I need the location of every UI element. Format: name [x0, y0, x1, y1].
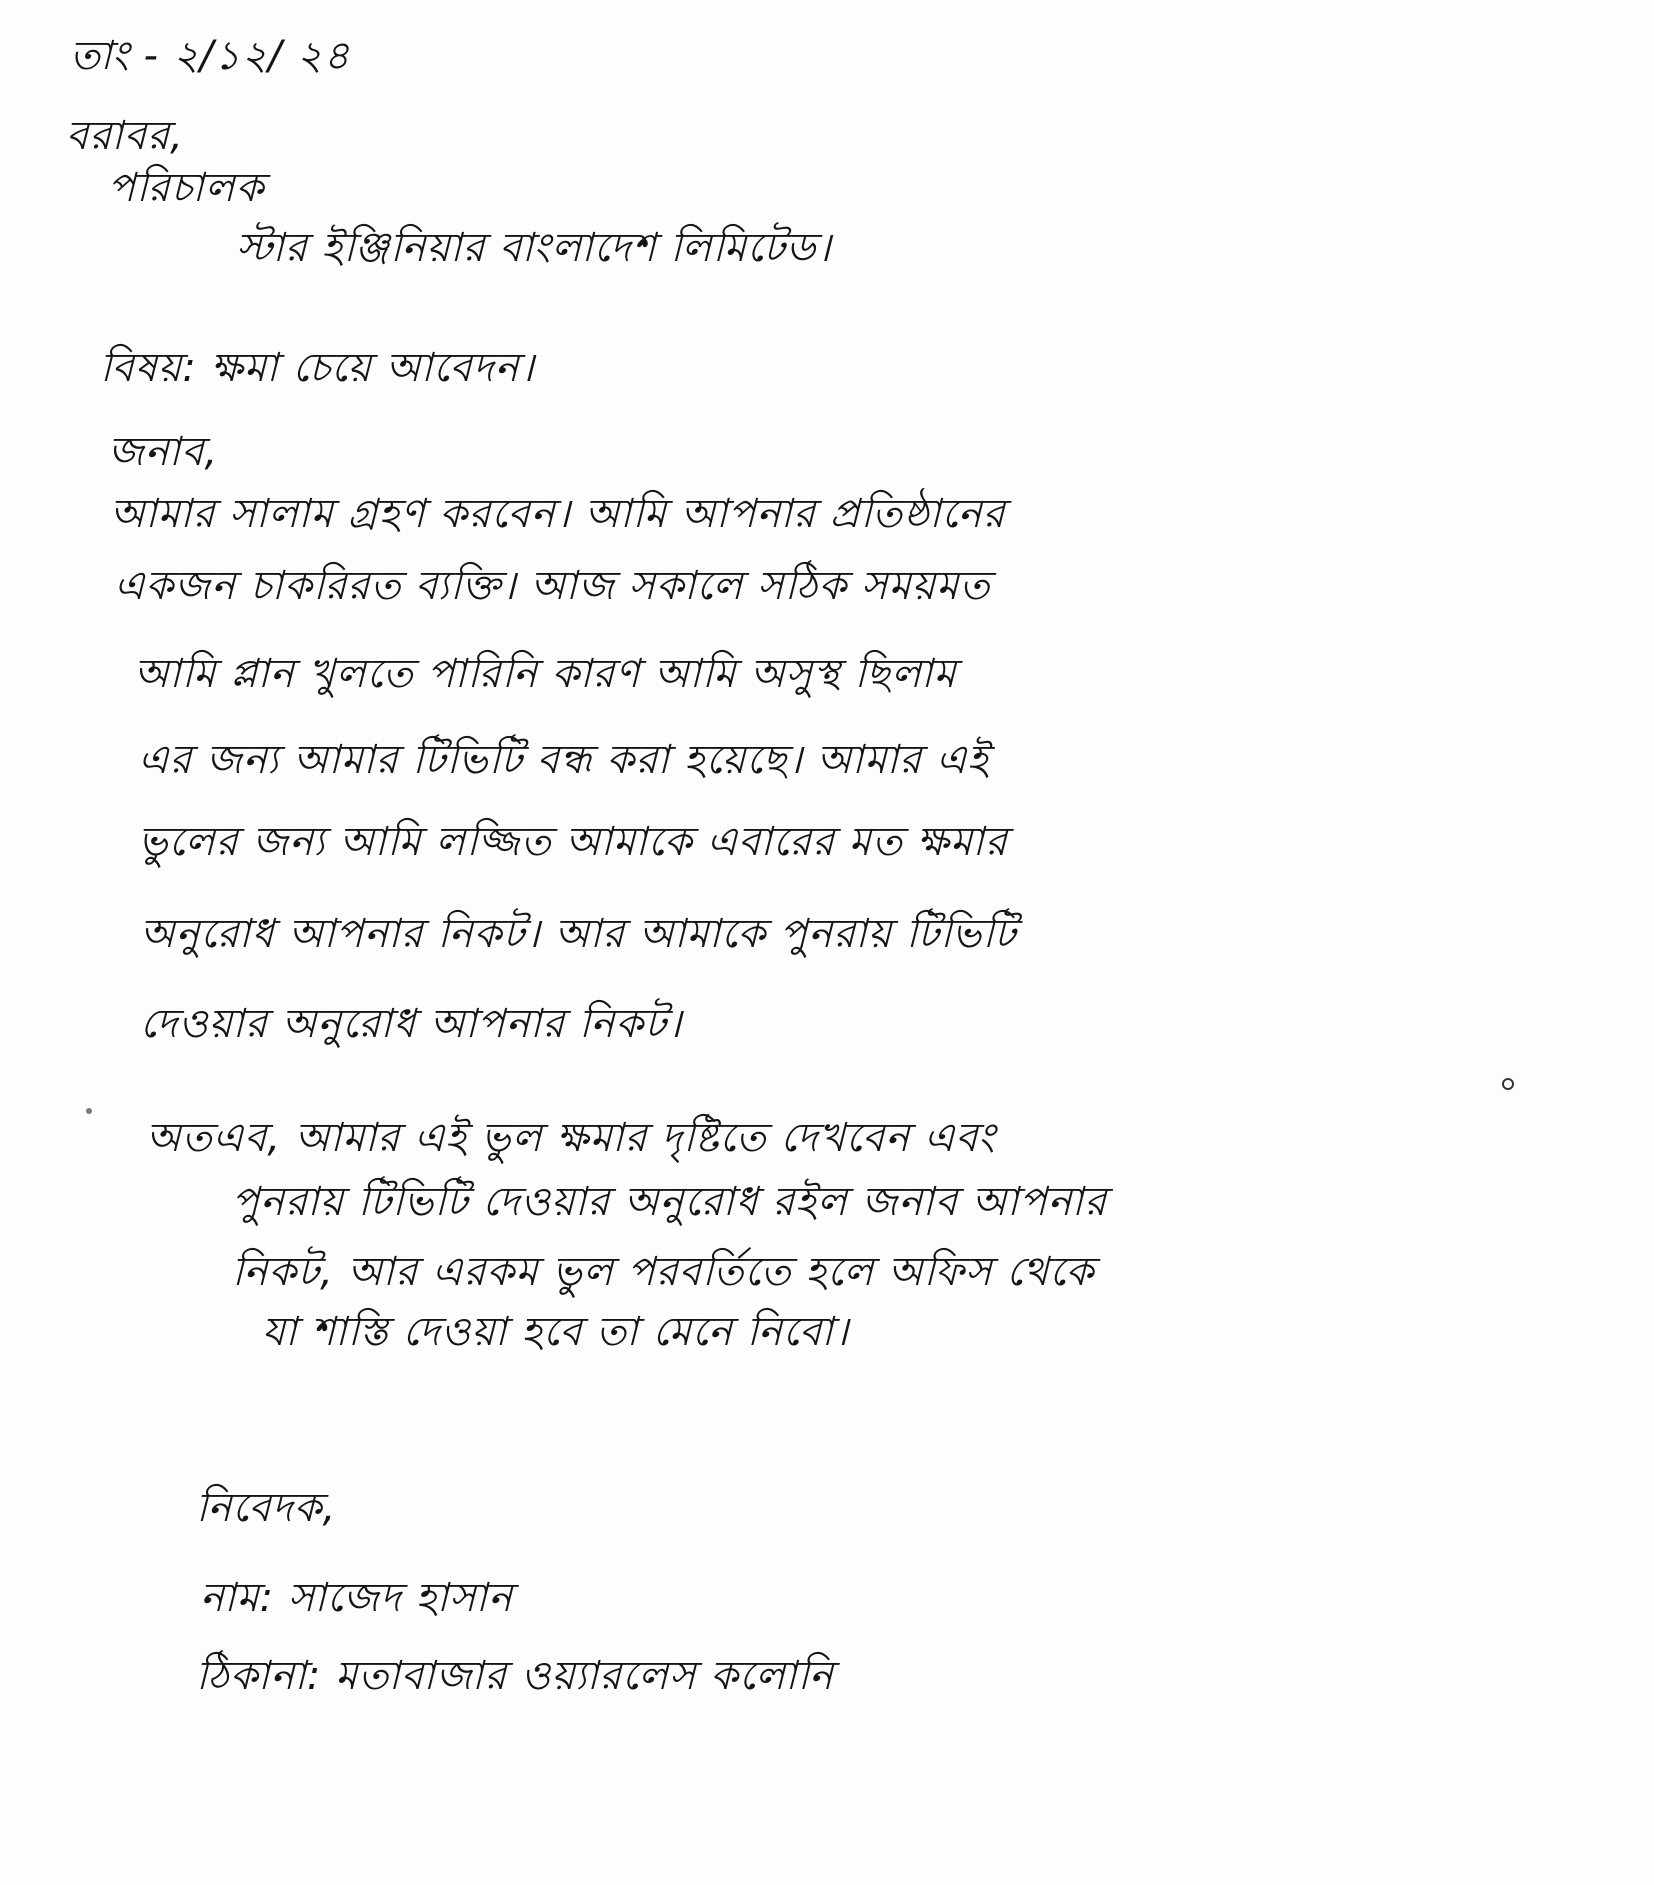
letter-to-label: বরাবর, — [66, 113, 184, 159]
body-line: অনুরোধ আপনার নিকট। আর আমাকে পুনরায় টিভিটি — [140, 911, 1017, 957]
recipient-title: পরিচালক — [108, 165, 265, 211]
body-line: ভুলের জন্য আমি লজ্জিত আমাকে এবারের মত ক্ষমার — [138, 819, 1008, 865]
body-line: আমার সালাম গ্রহণ করবেন। আমি আপনার প্রতিষ্ঠানের — [110, 491, 1006, 537]
closing-paragraph-line: নিকট, আর এরকম ভুল পরবর্তিতে হলে অফিস থেকে — [232, 1249, 1095, 1295]
letter-date: তাং - ২/১২/ ২৪ — [70, 33, 351, 79]
sign-off: নিবেদক, — [196, 1485, 337, 1531]
body-line: একজন চাকরিরত ব্যক্তি। আজ সকালে সঠিক সময়মত — [114, 563, 991, 609]
ink-circle-mark — [1502, 1078, 1514, 1090]
recipient-organization: স্টার ইঞ্জিনিয়ার বাংলাদেশ লিমিটেড। — [236, 225, 832, 271]
body-line: দেওয়ার অনুরোধ আপনার নিকট। — [140, 1001, 683, 1047]
sender-address: ঠিকানা: মতাবাজার ওয়্যারলেস কলোনি — [196, 1653, 834, 1699]
letter-subject: বিষয়: ক্ষমা চেয়ে আবেদন। — [100, 345, 535, 391]
ink-dot-mark — [86, 1108, 92, 1114]
letter-salutation: জনাব, — [108, 429, 219, 475]
closing-paragraph-line: অতএব, আমার এই ভুল ক্ষমার দৃষ্টিতে দেখবেন এবং — [146, 1115, 996, 1161]
body-line: এর জন্য আমার টিভিটি বন্ধ করা হয়েছে। আমার এই — [138, 737, 990, 783]
closing-paragraph-line: যা শাস্তি দেওয়া হবে তা মেনে নিবো। — [262, 1309, 850, 1355]
body-line: আমি প্লান খুলতে পারিনি কারণ আমি অসুস্থ ছিলাম — [134, 651, 957, 697]
closing-paragraph-line: পুনরায় টিভিটি দেওয়ার অনুরোধ রইল জনাব আপনার — [232, 1179, 1108, 1225]
sender-name: নাম: সাজেদ হাসান — [200, 1575, 514, 1621]
